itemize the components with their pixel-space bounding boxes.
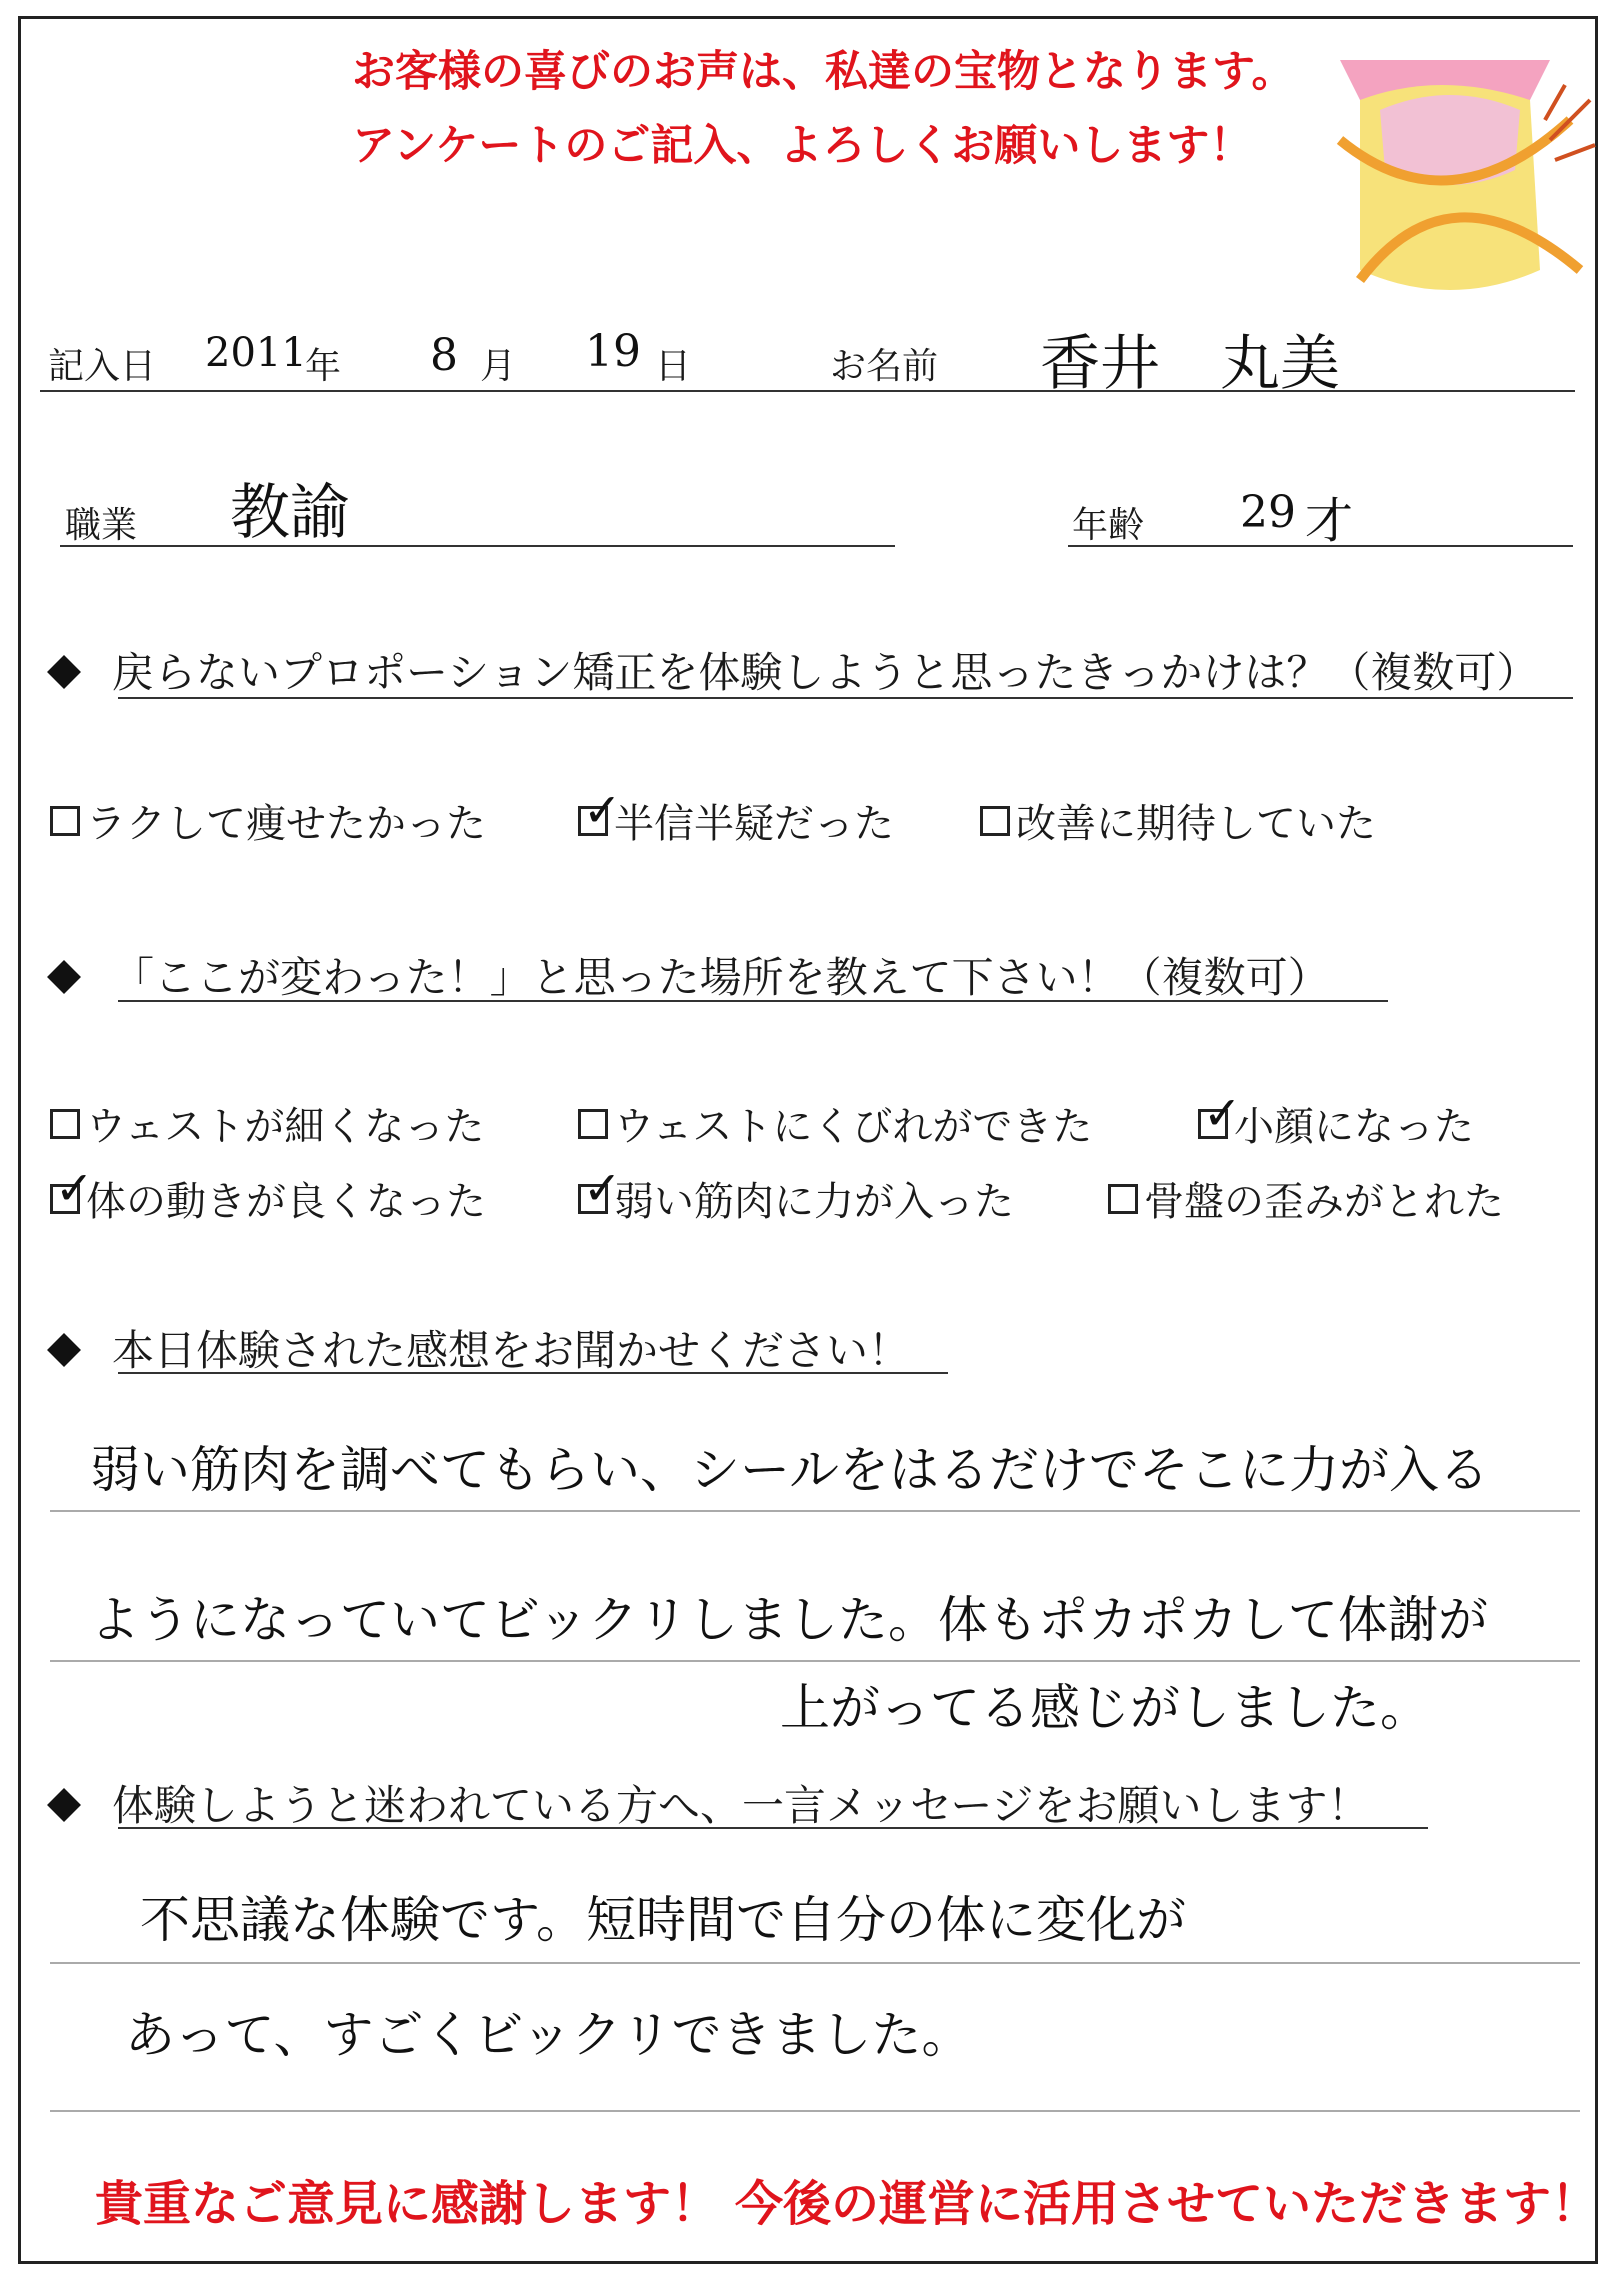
date-label: 記入日 bbox=[48, 346, 157, 387]
q4-heading bbox=[52, 1773, 1369, 1833]
date-month: 8 bbox=[430, 330, 458, 381]
q2-option-5-label: 弱い筋肉に力が入った bbox=[614, 1179, 1014, 1225]
q3-answer-line-3: 上がってる感じがしました。 bbox=[780, 1679, 1430, 1737]
q1-option-3[interactable] bbox=[980, 792, 1376, 849]
q2-option-3-label: 小顔になった bbox=[1234, 1104, 1474, 1150]
answer-rule bbox=[50, 1962, 1580, 1964]
checkbox[interactable] bbox=[50, 806, 80, 836]
q4-underline bbox=[118, 1827, 1428, 1829]
job-label: 職業 bbox=[65, 505, 138, 546]
checkbox-checked[interactable] bbox=[50, 1160, 94, 1215]
month-unit: 月 bbox=[480, 346, 517, 387]
header-line1: お客様の喜びのお声は、私達の宝物となります。 bbox=[352, 47, 1295, 97]
checkbox[interactable] bbox=[50, 1109, 80, 1139]
age-unit: 才 bbox=[1305, 493, 1354, 549]
q2-question: 「ここが変わった！」と思った場所を教えて下さい！（複数可） bbox=[112, 953, 1330, 1002]
q2-option-2-label: ウェストにくびれができた bbox=[614, 1104, 1093, 1150]
q2-option-4[interactable] bbox=[50, 1160, 486, 1227]
check-mark-icon: ✓ bbox=[583, 782, 622, 837]
q3-answer-line-2: ようになっていてビックリしました。体もポカポカして体謝が bbox=[90, 1591, 1488, 1649]
q1-underline bbox=[118, 697, 1573, 699]
age-value: 29 bbox=[1240, 487, 1296, 538]
q2-option-2[interactable] bbox=[578, 1095, 1092, 1152]
q1-option-1[interactable] bbox=[50, 792, 486, 849]
checkbox-checked[interactable] bbox=[1198, 1085, 1242, 1140]
diamond-bullet-icon bbox=[47, 1788, 81, 1822]
waist-measuring-tape-illustration bbox=[1300, 40, 1600, 330]
info-underline-1 bbox=[40, 390, 1575, 392]
q3-question: 本日体験された感想をお聞かせください！ bbox=[112, 1326, 911, 1375]
q2-option-6[interactable] bbox=[1108, 1170, 1504, 1227]
checkbox-checked[interactable] bbox=[578, 1160, 622, 1215]
diamond-bullet-icon bbox=[47, 1333, 81, 1367]
date-day: 19 bbox=[585, 326, 641, 377]
customer-name: 香井 丸美 bbox=[1040, 329, 1340, 399]
check-mark-icon: ✓ bbox=[583, 1160, 622, 1215]
q2-option-3[interactable] bbox=[1198, 1085, 1474, 1152]
date-year: 2011 bbox=[205, 330, 307, 376]
header-line2: アンケートのご記入、よろしくお願いします！ bbox=[352, 121, 1253, 171]
q2-underline bbox=[118, 1000, 1388, 1002]
diamond-bullet-icon bbox=[47, 655, 81, 689]
q4-answer-line-2: あって、すごくビックリできました。 bbox=[125, 2006, 972, 2064]
answer-rule bbox=[50, 1510, 1580, 1512]
q4-answer-line-1: 不思議な体験です。短時間で自分の体に変化が bbox=[140, 1891, 1186, 1949]
check-mark-icon: ✓ bbox=[1203, 1085, 1242, 1140]
q1-option-2-label: 半信半疑だった bbox=[614, 801, 894, 847]
year-unit: 年 bbox=[305, 346, 342, 387]
footer-left: 貴重なご意見に感謝します！ bbox=[95, 2176, 720, 2232]
q2-option-6-label: 骨盤の歪みがとれた bbox=[1144, 1179, 1504, 1225]
checkbox-checked[interactable] bbox=[578, 782, 622, 837]
footer-right: 今後の運営に活用させていただきます！ bbox=[735, 2176, 1600, 2232]
q1-option-1-label: ラクして痩せたかった bbox=[86, 801, 486, 847]
q1-question: 戻らないプロポーション矯正を体験しようと思ったきっかけは？（複数可） bbox=[112, 648, 1539, 697]
name-label: お名前 bbox=[830, 346, 939, 387]
job-underline bbox=[60, 545, 895, 547]
q2-option-5[interactable] bbox=[578, 1160, 1014, 1227]
q4-question: 体験しようと迷われている方へ、一言メッセージをお願いします！ bbox=[112, 1781, 1370, 1830]
q3-answer-line-1: 弱い筋肉を調べてもらい、シールをはるだけでそこに力が入る bbox=[90, 1441, 1489, 1499]
diamond-bullet-icon bbox=[47, 960, 81, 994]
q1-option-3-label: 改善に期待していた bbox=[1016, 801, 1376, 847]
answer-rule bbox=[50, 1660, 1580, 1662]
age-underline bbox=[1068, 545, 1573, 547]
q2-heading bbox=[52, 945, 1330, 1005]
checkbox[interactable] bbox=[1108, 1184, 1138, 1214]
day-unit: 日 bbox=[655, 346, 692, 387]
q2-option-4-label: 体の動きが良くなった bbox=[86, 1179, 486, 1225]
q3-underline bbox=[118, 1372, 948, 1374]
job-value: 教諭 bbox=[230, 478, 350, 548]
q1-option-2[interactable] bbox=[578, 782, 894, 849]
q1-heading bbox=[52, 640, 1538, 700]
answer-rule bbox=[50, 2110, 1580, 2112]
checkbox[interactable] bbox=[980, 806, 1010, 836]
q2-option-1[interactable] bbox=[50, 1095, 484, 1152]
q3-heading bbox=[52, 1318, 910, 1378]
checkbox[interactable] bbox=[578, 1109, 608, 1139]
check-mark-icon: ✓ bbox=[55, 1160, 94, 1215]
q2-option-1-label: ウェストが細くなった bbox=[86, 1104, 485, 1150]
age-label: 年齢 bbox=[1072, 505, 1145, 546]
